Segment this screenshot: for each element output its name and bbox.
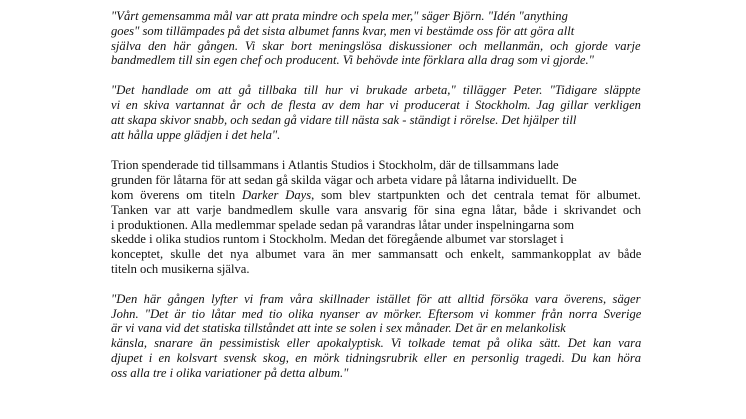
text-line bbox=[111, 188, 641, 203]
text-line: Tanken var att varje bandmedlem skulle vara ansvarig för sina egna låtar, både i skrivandet och bbox=[111, 202, 642, 217]
text-line: är vi vana vid det statiska tillståndet att inte se solen i sex månader. Det är en melankolisk bbox=[111, 321, 566, 336]
text-line: känsla, snarare än pessimistisk eller apokalyptisk. Vi tolkade temat på olika sätt. Det kan vara bbox=[111, 336, 642, 351]
text-line: oss alla tre i olika variationer på detta album." bbox=[111, 365, 349, 380]
text-line: goes" som tillämpades på det sista albumet fanns kvar, men vi bestämde oss för att göra allt bbox=[111, 23, 575, 38]
body-paragraph-trion bbox=[111, 158, 641, 276]
text-segment: , som blev startpunkten och det centrala temat för albumet. bbox=[311, 187, 641, 202]
text-line: djupet i en kolsvart svensk skog, en mörk tidningsrubrik eller en personlig tragedi. Du kan höra bbox=[111, 350, 642, 365]
text-line: vi en skiva vartannat år och de flesta av dem har vi producerat i Stockholm. Jag gillar verkligen bbox=[111, 97, 641, 112]
text-line: själva den här gången. Vi skar bort meningslösa diskussioner och mellanmän, och gjorde varje bbox=[111, 38, 641, 53]
document-body bbox=[111, 9, 641, 381]
text-line: konceptet, skulle det nya albumet vara än mer sammansatt och enkelt, sammankopplat av både bbox=[111, 247, 642, 262]
text-line: "Den här gången lyfter vi fram våra skillnader istället för att alltid försöka vara överens, säger bbox=[111, 291, 641, 306]
text-line: bandmedlem till sin egen chef och producent. Vi behövde inte förklara alla drag som vi gjorde." bbox=[111, 53, 594, 68]
text-line: "Det handlade om att gå tillbaka till hur vi brukade arbeta," tillägger Peter. "Tidigare släppte bbox=[111, 83, 641, 98]
text-line: Trion spenderade tid tillsammans i Atlantis Studios i Stockholm, där de tillsammans lade bbox=[111, 158, 559, 173]
text-line: att hålla uppe glädjen i det hela". bbox=[111, 127, 281, 142]
text-line: titeln och musikerna själva. bbox=[111, 261, 250, 276]
text-line: att skapa skivor snabb, och sedan gå vidare till nästa sak - ständigt i rörelse. Det hjälper till bbox=[111, 112, 577, 127]
text-line: John. "Det är tio låtar med tio olika nyanser av mörker. Eftersom vi kommer från norra Sverige bbox=[111, 306, 642, 321]
text-line: skedde i olika studios runtom i Stockholm. Medan det föregående albumet var storslaget i bbox=[111, 232, 564, 247]
text-segment: kom överens om titeln bbox=[111, 187, 242, 202]
text-line: i produktionen. Alla medlemmar spelade sedan på varandras låtar under inspelningarna som bbox=[111, 217, 575, 232]
quote-paragraph-peter bbox=[111, 83, 641, 142]
quote-paragraph-bjorn bbox=[111, 9, 641, 68]
quote-paragraph-john bbox=[111, 292, 641, 381]
text-line: grunden för låtarna för att sedan gå skilda vägar och arbeta vidare på låtarna individuellt. De bbox=[111, 173, 577, 188]
text-line: "Vårt gemensamma mål var att prata mindre och spela mer," säger Björn. "Idén "anything bbox=[111, 9, 568, 23]
album-title: Darker Days bbox=[241, 187, 312, 202]
